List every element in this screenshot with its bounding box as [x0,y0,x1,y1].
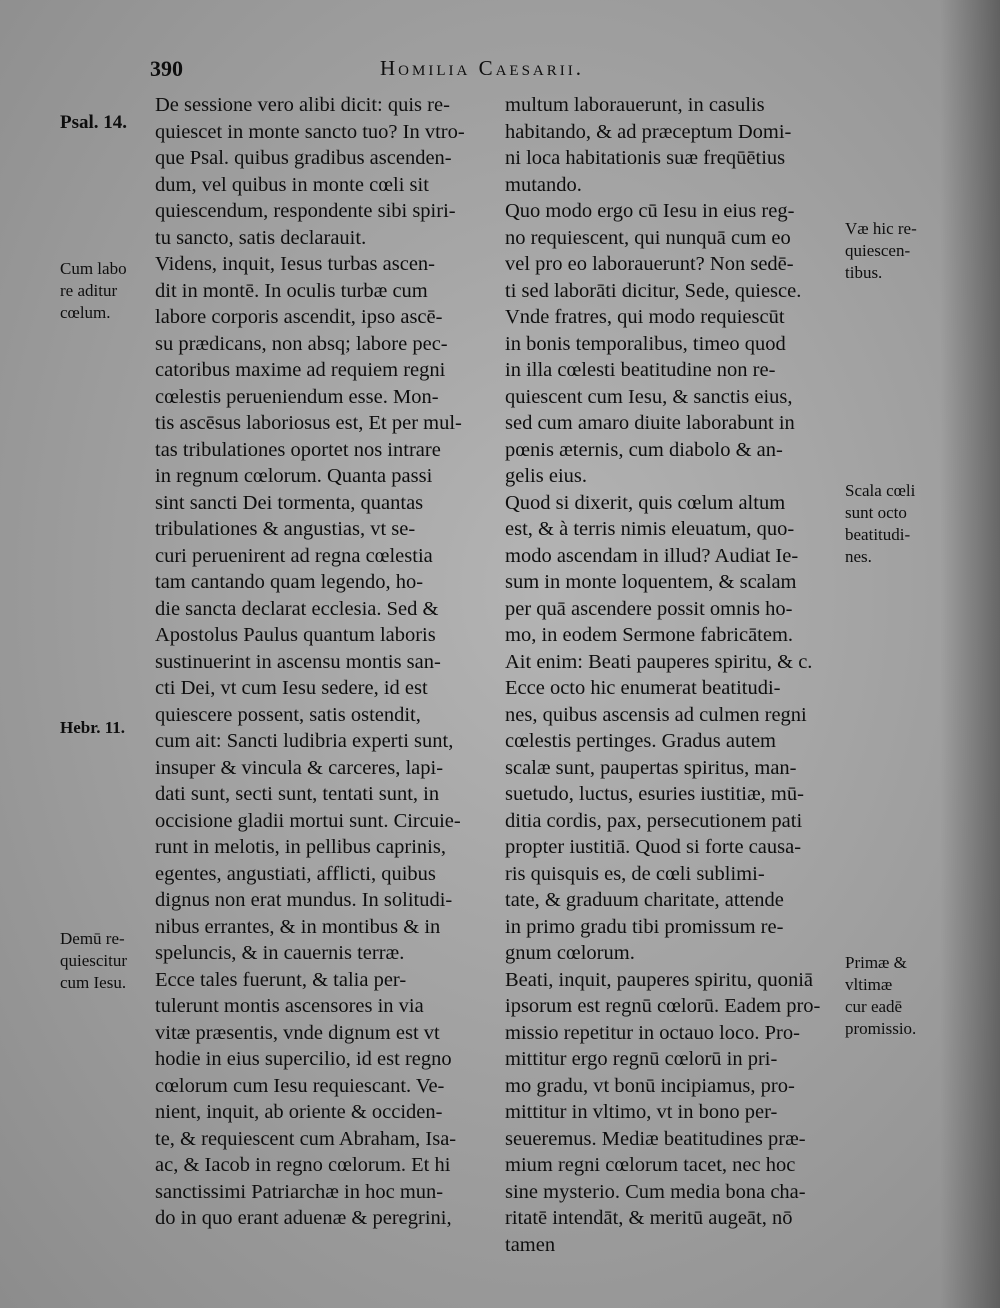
text-line: dum, vel quibus in monte cœli sit [155,173,429,196]
text-line: Apostolus Paulus quantum laboris [155,624,436,646]
text-line: sint sancti Dei tormenta, quantas [155,491,424,514]
text-line: dignus non erat mundus. In solitudi- [155,889,453,911]
text-line: ditia cordis, pax, persecutionem pati [505,809,803,832]
margin-note-line: tibus. [845,263,883,282]
text-line: tribulationes & angustias, vt se- [155,518,416,540]
text-line: labore corporis ascendit, ipso ascē- [155,306,443,328]
margin-note-line: beatitudi- [845,525,911,544]
text-line: quiescent cum Iesu, & sanctis eius, [505,385,793,408]
margin-note-line: Cum labo [60,259,127,278]
text-line: speluncis, & in cauernis terræ. [155,942,405,964]
margin-note-line: re aditur [60,281,118,300]
text-line: su prædicans, non absq; labore pec- [155,332,448,355]
text-line: cum ait: Sancti ludibria experti sunt, [155,730,454,752]
text-line: ni loca habitationis suæ freqūētius [505,147,786,169]
text-line: vitæ præsentis, vnde dignum est vt [155,1021,440,1044]
margin-note-line: sunt octo [845,503,907,522]
right-text-column [505,92,845,1258]
margin-note-line: Scala cœli [845,481,916,500]
text-line: vel pro eo laborauerunt? Non sedē- [505,253,794,275]
text-line: Vnde fratres, qui modo requiescūt [505,306,785,328]
text-line: que Psal. quibus gradibus ascenden- [155,147,452,169]
text-line: ac, & Iacob in regno cœlorum. Et hi [155,1154,451,1176]
text-line: missio repetitur in octauo loco. Pro- [505,1021,800,1044]
text-line: no requiescent, qui nunquā cum eo [505,226,791,249]
text-line: hodie in eius supercilio, id est regno [155,1048,452,1070]
text-line: catoribus maxime ad requiem regni [155,359,446,381]
text-line: pœnis æternis, cum diabolo & an- [505,438,783,461]
text-line: in primo gradu tibi promissum re- [505,915,784,938]
text-line: ti sed laborāti dicitur, Sede, quiesce. [505,279,802,302]
page-header [150,56,840,88]
text-line: tis ascēsus laboriosus est, Et per mul- [155,412,462,434]
text-line: propter iustitiā. Quod si forte causa- [505,836,802,858]
margin-note-line: Demū re- [60,929,125,948]
text-line: cœlestis perueniendum esse. Mon- [155,385,439,408]
margin-note-text: Psal. 14. [60,112,128,133]
margin-note-hebr [60,717,125,739]
text-line: nes, quibus ascensis ad culmen regni [505,703,807,726]
text-line: quiescet in monte sancto tuo? In vtro- [155,120,465,143]
text-line: habitando, & ad præceptum Domi- [505,120,792,143]
text-line: Ecce tales fuerunt, & talia per- [155,968,407,991]
margin-note-line: quiescitur [60,951,128,970]
text-line: cœlorum cum Iesu requiescant. Ve- [155,1074,445,1097]
text-line: in bonis temporalibus, timeo quod [505,332,786,355]
margin-note-line: vltimæ [845,975,893,994]
text-line: curi peruenirent ad regna cœlestia [155,544,433,567]
margin-note-demum [60,928,127,994]
text-line: multum laborauerunt, in casulis [505,94,765,116]
text-line: mittitur ergo regnū cœlorū in pri- [505,1048,778,1070]
margin-note-psal [60,112,127,134]
text-line: Quod si dixerit, quis cœlum altum [505,491,786,514]
text-line: gelis eius. [505,465,587,487]
left-text-column [155,92,495,1232]
margin-note-cum-labore [60,258,127,324]
text-line: occisione gladii mortui sunt. Circuie- [155,809,461,832]
text-line: Ecce octo hic enumerat beatitudi- [505,677,781,699]
text-line: suetudo, luctus, esuries iustitiæ, mū- [505,783,804,805]
margin-note-line: Primæ & [845,953,907,972]
text-line: cœlestis pertinges. Gradus autem [505,730,776,752]
text-line: mo gradu, vt bonū incipiamus, pro- [505,1074,795,1097]
text-line: tulerunt montis ascensores in via [155,995,424,1017]
text-line: cti Dei, vt cum Iesu sedere, id est [155,677,428,699]
margin-note-line: Væ hic re- [845,219,917,238]
text-line: ritatē intendāt, & meritū augeāt, nō [505,1207,793,1229]
margin-note-scala [845,480,915,568]
text-line: sum in monte loquentem, & scalam [505,571,797,593]
text-line: sed cum amaro diuite laborabunt in [505,412,795,434]
text-line: tas tribulationes oportet nos intrare [155,438,441,461]
page-number: 390 [150,56,183,81]
margin-note-line: quiescen- [845,241,911,260]
text-line: mittitur in vltimo, vt in bono per- [505,1101,778,1123]
text-line: est, & à terris nimis eleuatum, quo- [505,518,795,540]
text-line: Videns, inquit, Iesus turbas ascen- [155,253,436,275]
text-line: Quo modo ergo cū Iesu in eius reg- [505,200,795,222]
text-line: nient, inquit, ab oriente & occiden- [155,1101,443,1123]
text-line: mutando. [505,173,582,196]
text-line: ipsorum est regnū cœlorū. Eadem pro- [505,995,821,1017]
margin-note-vae [845,218,917,284]
text-line: sine mysterio. Cum media bona cha- [505,1180,806,1203]
text-line: ris quisquis es, de cœli sublimi- [505,862,765,885]
text-line: per quā ascendere possit omnis ho- [505,597,793,620]
text-line: die sancta declarat ecclesia. Sed & [155,597,439,620]
margin-note-line: nes. [845,547,872,566]
text-line: te, & requiescent cum Abraham, Isa- [155,1127,457,1150]
margin-note-primae [845,952,916,1040]
text-line: scalæ sunt, paupertas spiritus, man- [505,756,797,779]
text-line: Beati, inquit, pauperes spiritu, quoniā [505,968,814,991]
text-line: modo ascendam in illud? Audiat Ie- [505,544,799,567]
text-line: mium regni cœlorum tacet, nec hoc [505,1154,796,1176]
text-line: quiescere possent, satis ostendit, [155,703,421,726]
text-line: in illa cœlesti beatitudine non re- [505,359,776,381]
margin-note-line: cum Iesu. [60,973,127,992]
text-line: mo, in eodem Sermone fabricātem. [505,624,794,646]
text-line: tam cantando quam legendo, ho- [155,571,424,593]
margin-note-line: cur eadē [845,997,903,1016]
text-line: sanctissimi Patriarchæ in hoc mun- [155,1180,444,1203]
running-head: Homilia Caesarii. [380,56,584,80]
margin-note-text: Hebr. 11. [60,718,126,737]
text-line: dati sunt, secti sunt, tentati sunt, in [155,783,440,805]
text-line: tu sancto, satis declarauit. [155,226,367,249]
text-line: do in quo erant aduenæ & peregrini, [155,1207,452,1229]
margin-note-line: promissio. [845,1019,917,1038]
text-line: gnum cœlorum. [505,942,635,964]
text-line: tamen [505,1233,556,1256]
text-line: sustinuerint in ascensu montis san- [155,650,441,673]
text-line: Ait enim: Beati pauperes spiritu, & c. [505,650,813,673]
text-line: seueremus. Mediæ beatitudines præ- [505,1127,806,1150]
text-line: dit in montē. In oculis turbæ cum [155,279,428,302]
text-line: runt in melotis, in pellibus caprinis, [155,836,446,858]
margin-note-line: cœlum. [60,303,111,322]
text-line: nibus errantes, & in montibus & in [155,915,441,938]
text-line: in regnum cœlorum. Quanta passi [155,465,433,487]
text-line: quiescendum, respondente sibi spiri- [155,200,456,222]
text-line: De sessione vero alibi dicit: quis re- [155,94,450,116]
text-line: egentes, angustiati, afflicti, quibus [155,862,436,885]
text-line: insuper & vincula & carceres, lapi- [155,756,444,779]
text-line: tate, & graduum charitate, attende [505,889,784,911]
